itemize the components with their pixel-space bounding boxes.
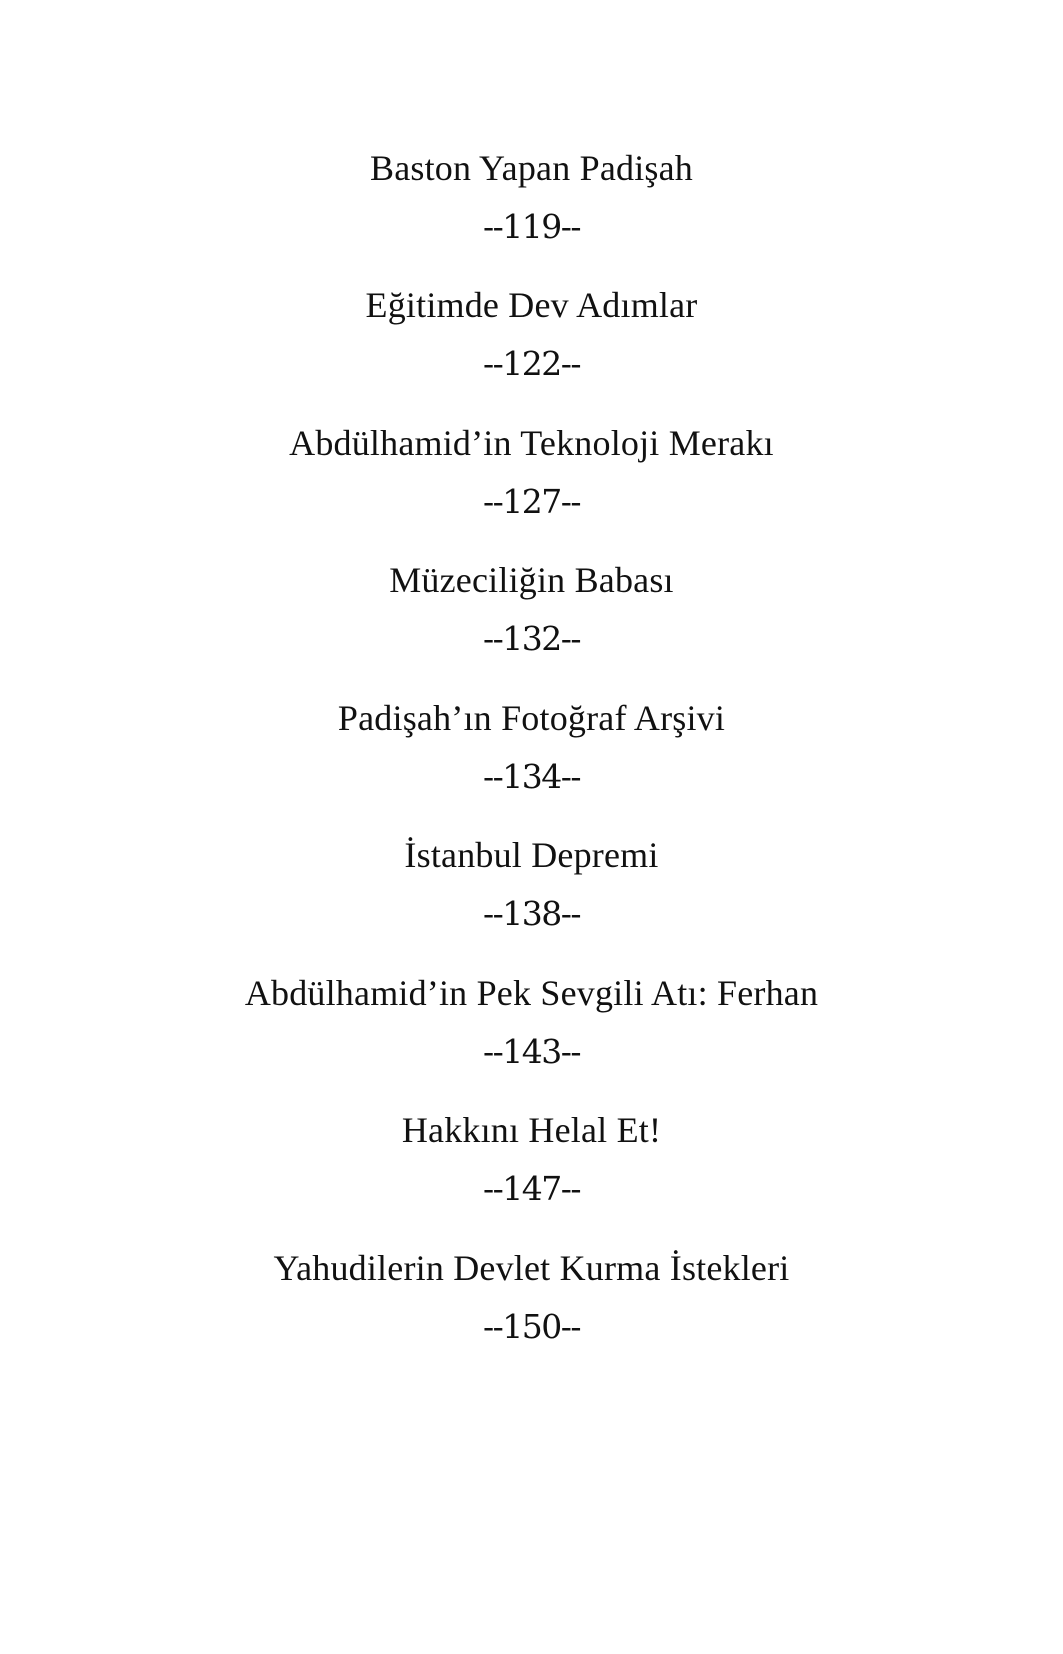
toc-entry xyxy=(0,421,1063,551)
toc-entry-page-number: --132-- xyxy=(482,619,581,658)
toc-entry-title: Müzeciliğin Babası xyxy=(389,560,674,600)
toc-entry-page-number: --134-- xyxy=(482,757,581,796)
toc-entry-title: Yahudilerin Devlet Kurma İstekleri xyxy=(273,1248,790,1288)
toc-entry-title: Abdülhamid’in Teknoloji Merakı xyxy=(289,423,774,463)
toc-entry-page-number: --150-- xyxy=(482,1307,581,1346)
toc-entry-title: Eğitimde Dev Adımlar xyxy=(365,285,698,325)
toc-entry-page-number: --127-- xyxy=(482,482,581,521)
toc-entry xyxy=(0,558,1063,688)
toc-entry xyxy=(0,283,1063,413)
toc-entry-page-number: --143-- xyxy=(482,1032,581,1071)
toc-entry-page-number: --138-- xyxy=(482,894,581,933)
toc-entry xyxy=(0,1246,1063,1376)
toc-entry-title: Baston Yapan Padişah xyxy=(369,148,693,188)
toc-entry-page-number: --122-- xyxy=(482,344,581,383)
toc-entry-title: İstanbul Depremi xyxy=(404,835,659,875)
toc-entry-page-number: --119-- xyxy=(482,207,581,246)
toc-entry xyxy=(0,146,1063,276)
toc-entry xyxy=(0,971,1063,1101)
toc-entry-title: Hakkını Helal Et! xyxy=(401,1110,662,1150)
toc-entry-title: Padişah’ın Fotoğraf Arşivi xyxy=(337,698,726,738)
toc-entry-page-number: --147-- xyxy=(482,1169,581,1208)
toc-entry xyxy=(0,833,1063,963)
toc-entry xyxy=(0,1108,1063,1238)
toc-entry-title: Abdülhamid’in Pek Sevgili Atı: Ferhan xyxy=(244,973,819,1013)
toc-entry xyxy=(0,696,1063,826)
